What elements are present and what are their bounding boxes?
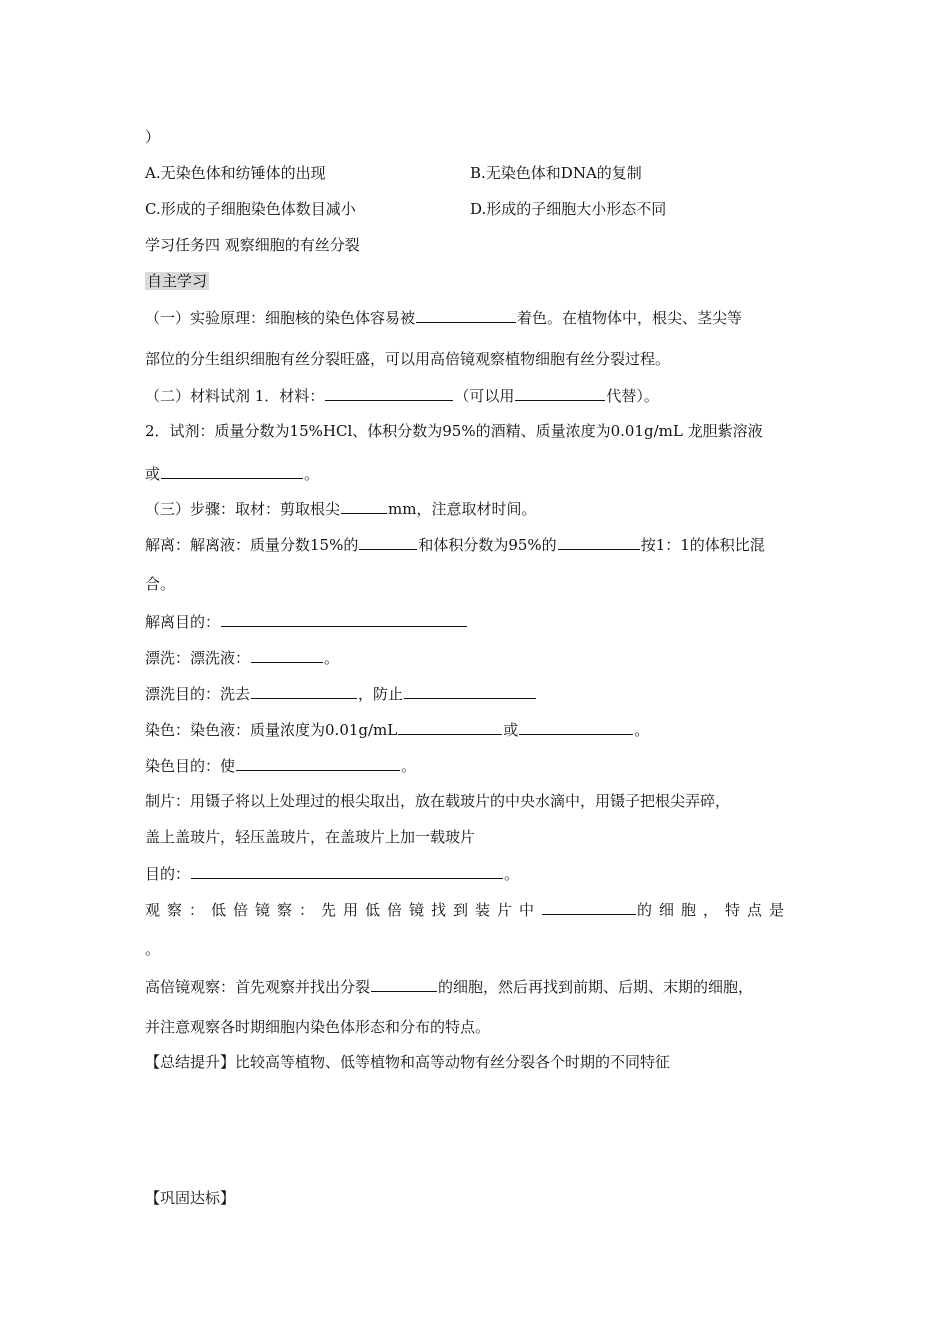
text: 着色。在植物体中，根尖、茎尖等 xyxy=(517,309,743,327)
blank[interactable] xyxy=(519,719,633,735)
text: （三）步骤：取材：剪取根尖 xyxy=(145,500,341,518)
self-study-label: 自主学习 xyxy=(147,272,208,290)
text: 代替）。 xyxy=(606,387,659,405)
options-row-cd xyxy=(145,199,805,219)
text: 漂洗：漂洗液： xyxy=(145,649,251,667)
closing-paren: ） xyxy=(145,128,161,146)
text: （二）材料试剂 1．材料： xyxy=(145,387,325,405)
text: ，防止 xyxy=(358,685,404,703)
task4-heading: 学习任务四 观察细胞的有丝分裂 xyxy=(145,236,360,254)
blank[interactable] xyxy=(221,611,467,627)
blank[interactable] xyxy=(251,683,357,699)
rinse-line xyxy=(145,647,339,667)
text: 的细胞，特点是 xyxy=(637,901,792,919)
principle-line-2: 部位的分生组织细胞有丝分裂旺盛，可以用高倍镜观察植物细胞有丝分裂过程。 xyxy=(145,350,671,368)
dissociation-line-1 xyxy=(145,534,765,554)
blank[interactable] xyxy=(515,385,605,401)
blank[interactable] xyxy=(236,755,400,771)
slide-prep-purpose xyxy=(145,863,519,883)
blank[interactable] xyxy=(542,899,636,915)
text: 和体积分数为95%的 xyxy=(418,536,557,554)
observe-high-line-2: 并注意观察各时期细胞内染色体形态和分布的特点。 xyxy=(145,1018,491,1036)
blank[interactable] xyxy=(341,498,387,514)
dissociation-purpose xyxy=(145,611,468,631)
consolidation-heading: 【巩固达标】 xyxy=(145,1189,236,1207)
self-study-heading xyxy=(145,271,209,291)
blank[interactable] xyxy=(359,534,417,550)
text: 或 xyxy=(503,721,519,739)
option-d: D.形成的子细胞大小形态不同 xyxy=(470,200,667,218)
text: 的细胞，然后再找到前期、后期、末期的细胞， xyxy=(438,978,754,996)
reagents-line-1: 2．试剂：质量分数为15%HCl、体积分数为95%的酒精、质量浓度为0.01g/mL 龙胆紫溶液 xyxy=(145,422,763,440)
text: 染色目的：使 xyxy=(145,757,236,775)
blank[interactable] xyxy=(416,307,516,323)
text: 。 xyxy=(401,757,417,775)
dissociation-line-2: 合。 xyxy=(145,575,176,593)
text: （可以用 xyxy=(454,387,515,405)
materials-line xyxy=(145,385,659,405)
text: 或 xyxy=(145,465,161,483)
text: 目的： xyxy=(145,865,191,883)
blank[interactable] xyxy=(251,647,323,663)
options-row-ab xyxy=(145,163,805,183)
text: mm，注意取材时间。 xyxy=(388,500,537,518)
observe-low-line xyxy=(145,899,791,919)
blank[interactable] xyxy=(558,534,640,550)
summary-heading: 【总结提升】比较高等植物、低等植物和高等动物有丝分裂各个时期的不同特征 xyxy=(145,1053,671,1071)
text: 按1：1的体积比混 xyxy=(640,536,765,554)
stain-line xyxy=(145,719,649,739)
stain-purpose xyxy=(145,755,416,775)
rinse-purpose xyxy=(145,683,537,703)
text: 漂洗目的：洗去 xyxy=(145,685,251,703)
text: 。 xyxy=(634,721,650,739)
option-a: A.无染色体和纺锤体的出现 xyxy=(145,164,326,182)
text: 解离：解离液：质量分数15%的 xyxy=(145,536,359,554)
principle-line-1 xyxy=(145,307,742,327)
blank[interactable] xyxy=(161,463,303,479)
text: 观察：低倍镜察：先用低倍镜找到装片中 xyxy=(145,901,542,919)
blank[interactable] xyxy=(191,863,503,879)
observe-high-line-1 xyxy=(145,976,753,996)
option-b: B.无染色体和DNA的复制 xyxy=(470,164,642,182)
blank[interactable] xyxy=(404,683,536,699)
slide-prep-line-2: 盖上盖玻片，轻压盖玻片，在盖玻片上加一载玻片 xyxy=(145,828,476,846)
blank[interactable] xyxy=(371,976,437,992)
text: 染色：染色液：质量浓度为0.01g/mL xyxy=(145,721,398,739)
text: （一）实验原理：细胞核的染色体容易被 xyxy=(145,309,416,327)
reagents-line-2 xyxy=(145,463,319,483)
blank[interactable] xyxy=(398,719,502,735)
blank[interactable] xyxy=(325,385,453,401)
text: 高倍镜观察：首先观察并找出分裂 xyxy=(145,978,371,996)
slide-prep-line-1: 制片：用镊子将以上处理过的根尖取出，放在载玻片的中央水滴中，用镊子把根尖弄碎， xyxy=(145,792,731,810)
option-c: C.形成的子细胞染色体数目减小 xyxy=(145,200,356,218)
steps-line xyxy=(145,498,536,518)
observe-low-end: 。 xyxy=(145,940,161,958)
text: 解离目的： xyxy=(145,613,221,631)
text: 。 xyxy=(324,649,340,667)
text: 。 xyxy=(504,865,520,883)
text: 。 xyxy=(304,465,320,483)
